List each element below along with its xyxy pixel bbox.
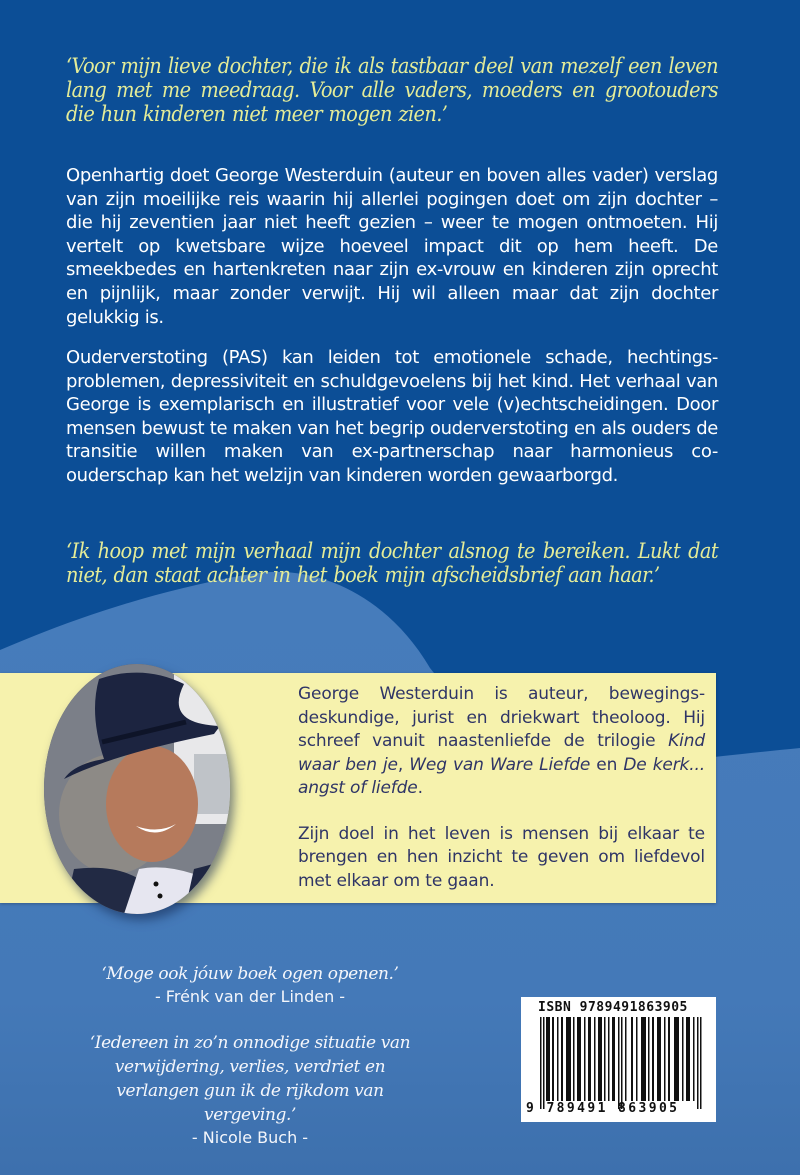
barcode-bars-icon <box>538 1017 706 1109</box>
book-title-3: De kerk... angst of liefde <box>298 754 706 798</box>
bio-intro: George Westerduin is auteur, bewegings-deskundige, jurist en driekwart theoloog. Hij schreef vanuit naastenliefde de trilogie <box>298 684 705 751</box>
blurb-paragraph-2: Ouderverstoting (PAS) kan leiden tot emotionele schade, hechtings-problemen, depressiviteit en schuldgevoelens bij het kind. Het verhaal van George is exemplarisch en illustratief voor vele (v)echtscheidingen. Door mensen bewust te maken van het begrip ouderverstoting en als ouders de transitie willen maken van ex-partnerschap naar harmonieus co-ouderschap kan het welzijn van kinderen worden gewaarborgd. <box>66 347 718 486</box>
endorsement-quote: ‘Iedereen in zo’n onnodige situatie van verwijdering, verlies, verdriet en verlangen gun ik de rijkdom van vergeving.’ <box>89 1033 411 1125</box>
author-bio-text <box>298 683 705 915</box>
isbn-barcode <box>521 997 716 1122</box>
endorsement-1 <box>80 962 420 1008</box>
isbn-label: ISBN 9789491863905 <box>538 1000 688 1015</box>
endorsement-author: - Frénk van der Linden - <box>154 987 346 1006</box>
book-title-1: Kind waar ben je <box>298 731 705 775</box>
author-portrait-icon <box>44 664 230 914</box>
endorsement-2 <box>80 1031 420 1149</box>
dedication-quote: ‘Voor mijn lieve dochter, die ik als tastbaar deel van mezelf een leven lang met me meedraag. Voor alle vaders, moeders en grootouders die hun kinderen niet meer mogen zien.’ <box>66 54 718 127</box>
author-quote: ‘Ik hoop met mijn verhaal mijn dochter alsnog te bereiken. Lukt dat niet, dan staat achter in het boek mijn afscheidsbrief aan haar.’ <box>66 539 718 588</box>
author-photo <box>44 664 230 914</box>
bio-separator: , <box>397 754 410 775</box>
isbn-digits: 9 789491 863905 <box>526 1101 680 1116</box>
bio-separator: en <box>590 754 624 775</box>
book-title-2: Weg van Ware Liefde <box>409 754 591 775</box>
author-bio-paragraph-2: Zijn doel in het leven is mensen bij elkaar te brengen en hen inzicht te geven om liefdevol met elkaar om te gaan. <box>298 823 705 891</box>
blurb-paragraph-1: Openhartig doet George Westerduin (auteur en boven alles vader) verslag van zijn moeilijke reis waarin hij allerlei pogingen doet om zijn dochter – die hij zeventien jaar niet heeft gezien – weer te mogen ontmoeten. Hij vertelt op kwetsbare wijze hoeveel impact dit op hem heeft. De smeekbedes en hartenkreten naar zijn ex-vrouw en kinderen zijn oprecht en pijnlijk, maar zonder verwijt. Hij wil alleen maar dat zijn dochter gelukkig is. <box>66 165 718 328</box>
endorsement-author: - Nicole Buch - <box>191 1128 309 1147</box>
bio-end: . <box>417 778 423 798</box>
endorsement-quote: ‘Moge ook jóuw boek ogen openen.’ <box>101 964 399 984</box>
author-bio-paragraph-1 <box>298 683 705 801</box>
